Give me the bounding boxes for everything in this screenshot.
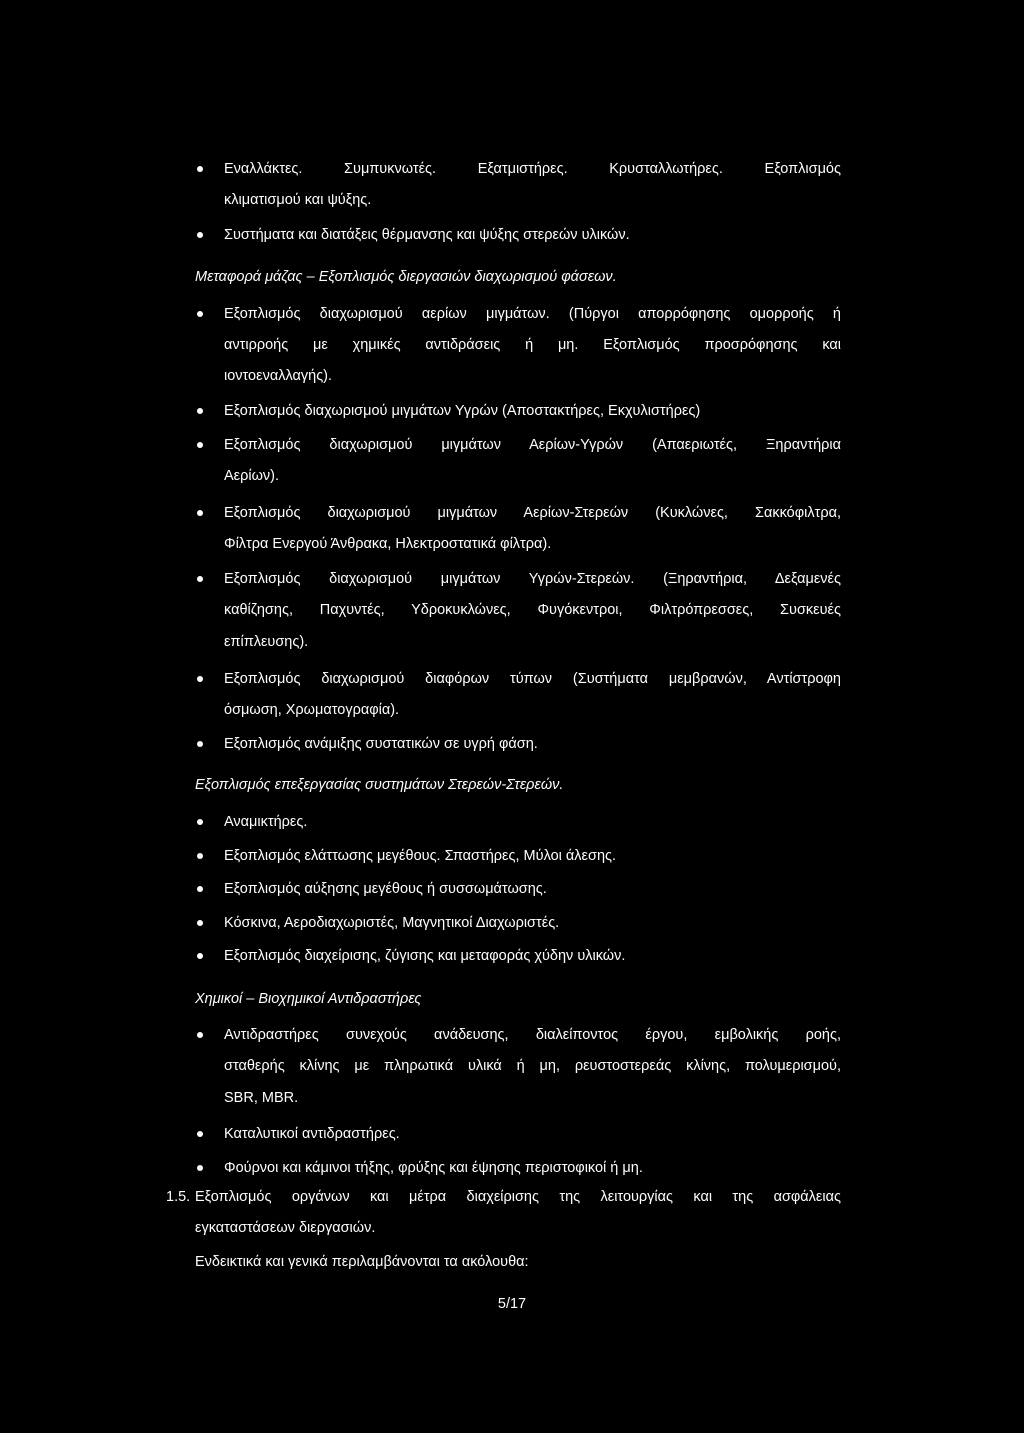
list-item-text: Εξοπλισμός διαχωρισμού μιγμάτων Αερίων-Στερεών (Κυκλώνες, Σακκόφιλτρα, [224, 505, 841, 521]
bullet-icon [197, 741, 203, 747]
section-heading: Χημικοί – Βιοχημικοί Αντιδραστήρες [195, 991, 422, 1007]
paragraph-text: Ενδεικτικά και γενικά περιλαμβάνονται τα ακόλουθα: [195, 1254, 529, 1270]
list-item-text: Εξοπλισμός ανάμιξης συστατικών σε υγρή φάση. [224, 736, 538, 752]
list-item-text: Κόσκινα, Αεροδιαχωριστές, Μαγνητικοί Διαχωριστές. [224, 915, 560, 931]
section-number: 1.5. [166, 1189, 191, 1205]
list-item-text: Αναμικτήρες. [224, 814, 308, 830]
list-item-text: SBR, MBR. [224, 1090, 299, 1106]
bullet-icon [197, 953, 203, 959]
list-item-text: Εξοπλισμός διαχωρισμού μιγμάτων Υγρών-Στερεών. (Ξηραντήρια, Δεξαμενές [224, 571, 841, 587]
list-item-text: ιοντοεναλλαγής). [224, 368, 333, 384]
bullet-icon [197, 232, 203, 238]
list-item-text: Φούρνοι και κάμινοι τήξης, φρύξης και έψησης περιστοφικοί ή μη. [224, 1160, 643, 1176]
list-item-text: Εξοπλισμός διαχωρισμού αερίων μιγμάτων. (Πύργοι απορρόφησης ομορροής ή [224, 306, 841, 322]
list-item-text: όσμωση, Χρωματογραφία). [224, 702, 400, 718]
list-item-text: Εξοπλισμός διαχωρισμού διαφόρων τύπων (Συστήματα μεμβρανών, Αντίστροφη [224, 671, 841, 687]
section-heading: Μεταφορά μάζας – Εξοπλισμός διεργασιών διαχωρισμού φάσεων. [195, 269, 617, 285]
list-item-text: Εξοπλισμός αύξησης μεγέθους ή συσσωμάτωσης. [224, 881, 547, 897]
bullet-icon [197, 853, 203, 859]
bullet-icon [197, 886, 203, 892]
bullet-icon [197, 920, 203, 926]
list-item-text: Αντιδραστήρες συνεχούς ανάδευσης, διαλείποντος έργου, εμβολικής ροής, [224, 1027, 841, 1043]
bullet-icon [197, 819, 203, 825]
list-item-text: Εναλλάκτες. Συμπυκνωτές. Εξατμιστήρες. Κρυσταλλωτήρες. Εξοπλισμός [224, 161, 841, 177]
bullet-icon [197, 311, 203, 317]
list-item-text: Εξοπλισμός διαχωρισμού μιγμάτων Αερίων-Υγρών (Απαεριωτές, Ξηραντήρια [224, 437, 841, 453]
list-item-text: Εξοπλισμός ελάττωσης μεγέθους. Σπαστήρες, Μύλοι άλεσης. [224, 848, 617, 864]
list-item-text: αντιρροής με χημικές αντιδράσεις ή μη. Εξοπλισμός προσρόφησης και [224, 337, 841, 353]
bullet-icon [197, 576, 203, 582]
section-title: εγκαταστάσεων διεργασιών. [195, 1220, 376, 1236]
bullet-icon [197, 510, 203, 516]
bullet-icon [197, 1165, 203, 1171]
list-item-text: καθίζησης, Παχυντές, Υδροκυκλώνες, Φυγόκεντροι, Φιλτρόπρεσσες, Συσκευές [224, 602, 841, 618]
list-item-text: Καταλυτικοί αντιδραστήρες. [224, 1126, 400, 1142]
list-item-text: κλιματισμού και ψύξης. [224, 192, 372, 208]
list-item-text: Φίλτρα Ενεργού Άνθρακα, Ηλεκτροστατικά φίλτρα). [224, 536, 552, 552]
bullet-icon [197, 676, 203, 682]
page-number: 5/17 [497, 1296, 527, 1312]
bullet-icon [197, 1131, 203, 1137]
bullet-icon [197, 166, 203, 172]
section-title: Εξοπλισμός οργάνων και μέτρα διαχείρισης της λειτουργίας και της ασφάλειας [195, 1189, 841, 1205]
bullet-icon [197, 408, 203, 414]
bullet-icon [197, 442, 203, 448]
list-item-text: Συστήματα και διατάξεις θέρμανσης και ψύξης στερεών υλικών. [224, 227, 630, 243]
section-heading: Εξοπλισμός επεξεργασίας συστημάτων Στερεών-Στερεών. [195, 777, 564, 793]
list-item-text: Εξοπλισμός διαχείρισης, ζύγισης και μεταφοράς χύδην υλικών. [224, 948, 626, 964]
list-item-text: επίπλευσης). [224, 634, 309, 650]
list-item-text: Αερίων). [224, 468, 280, 484]
list-item-text: σταθερής κλίνης με πληρωτικά υλικά ή μη, ρευστοστερεάς κλίνης, πολυμερισμού, [224, 1058, 841, 1074]
list-item-text: Εξοπλισμός διαχωρισμού μιγμάτων Υγρών (Αποστακτήρες, Εκχυλιστήρες) [224, 403, 701, 419]
bullet-icon [197, 1032, 203, 1038]
